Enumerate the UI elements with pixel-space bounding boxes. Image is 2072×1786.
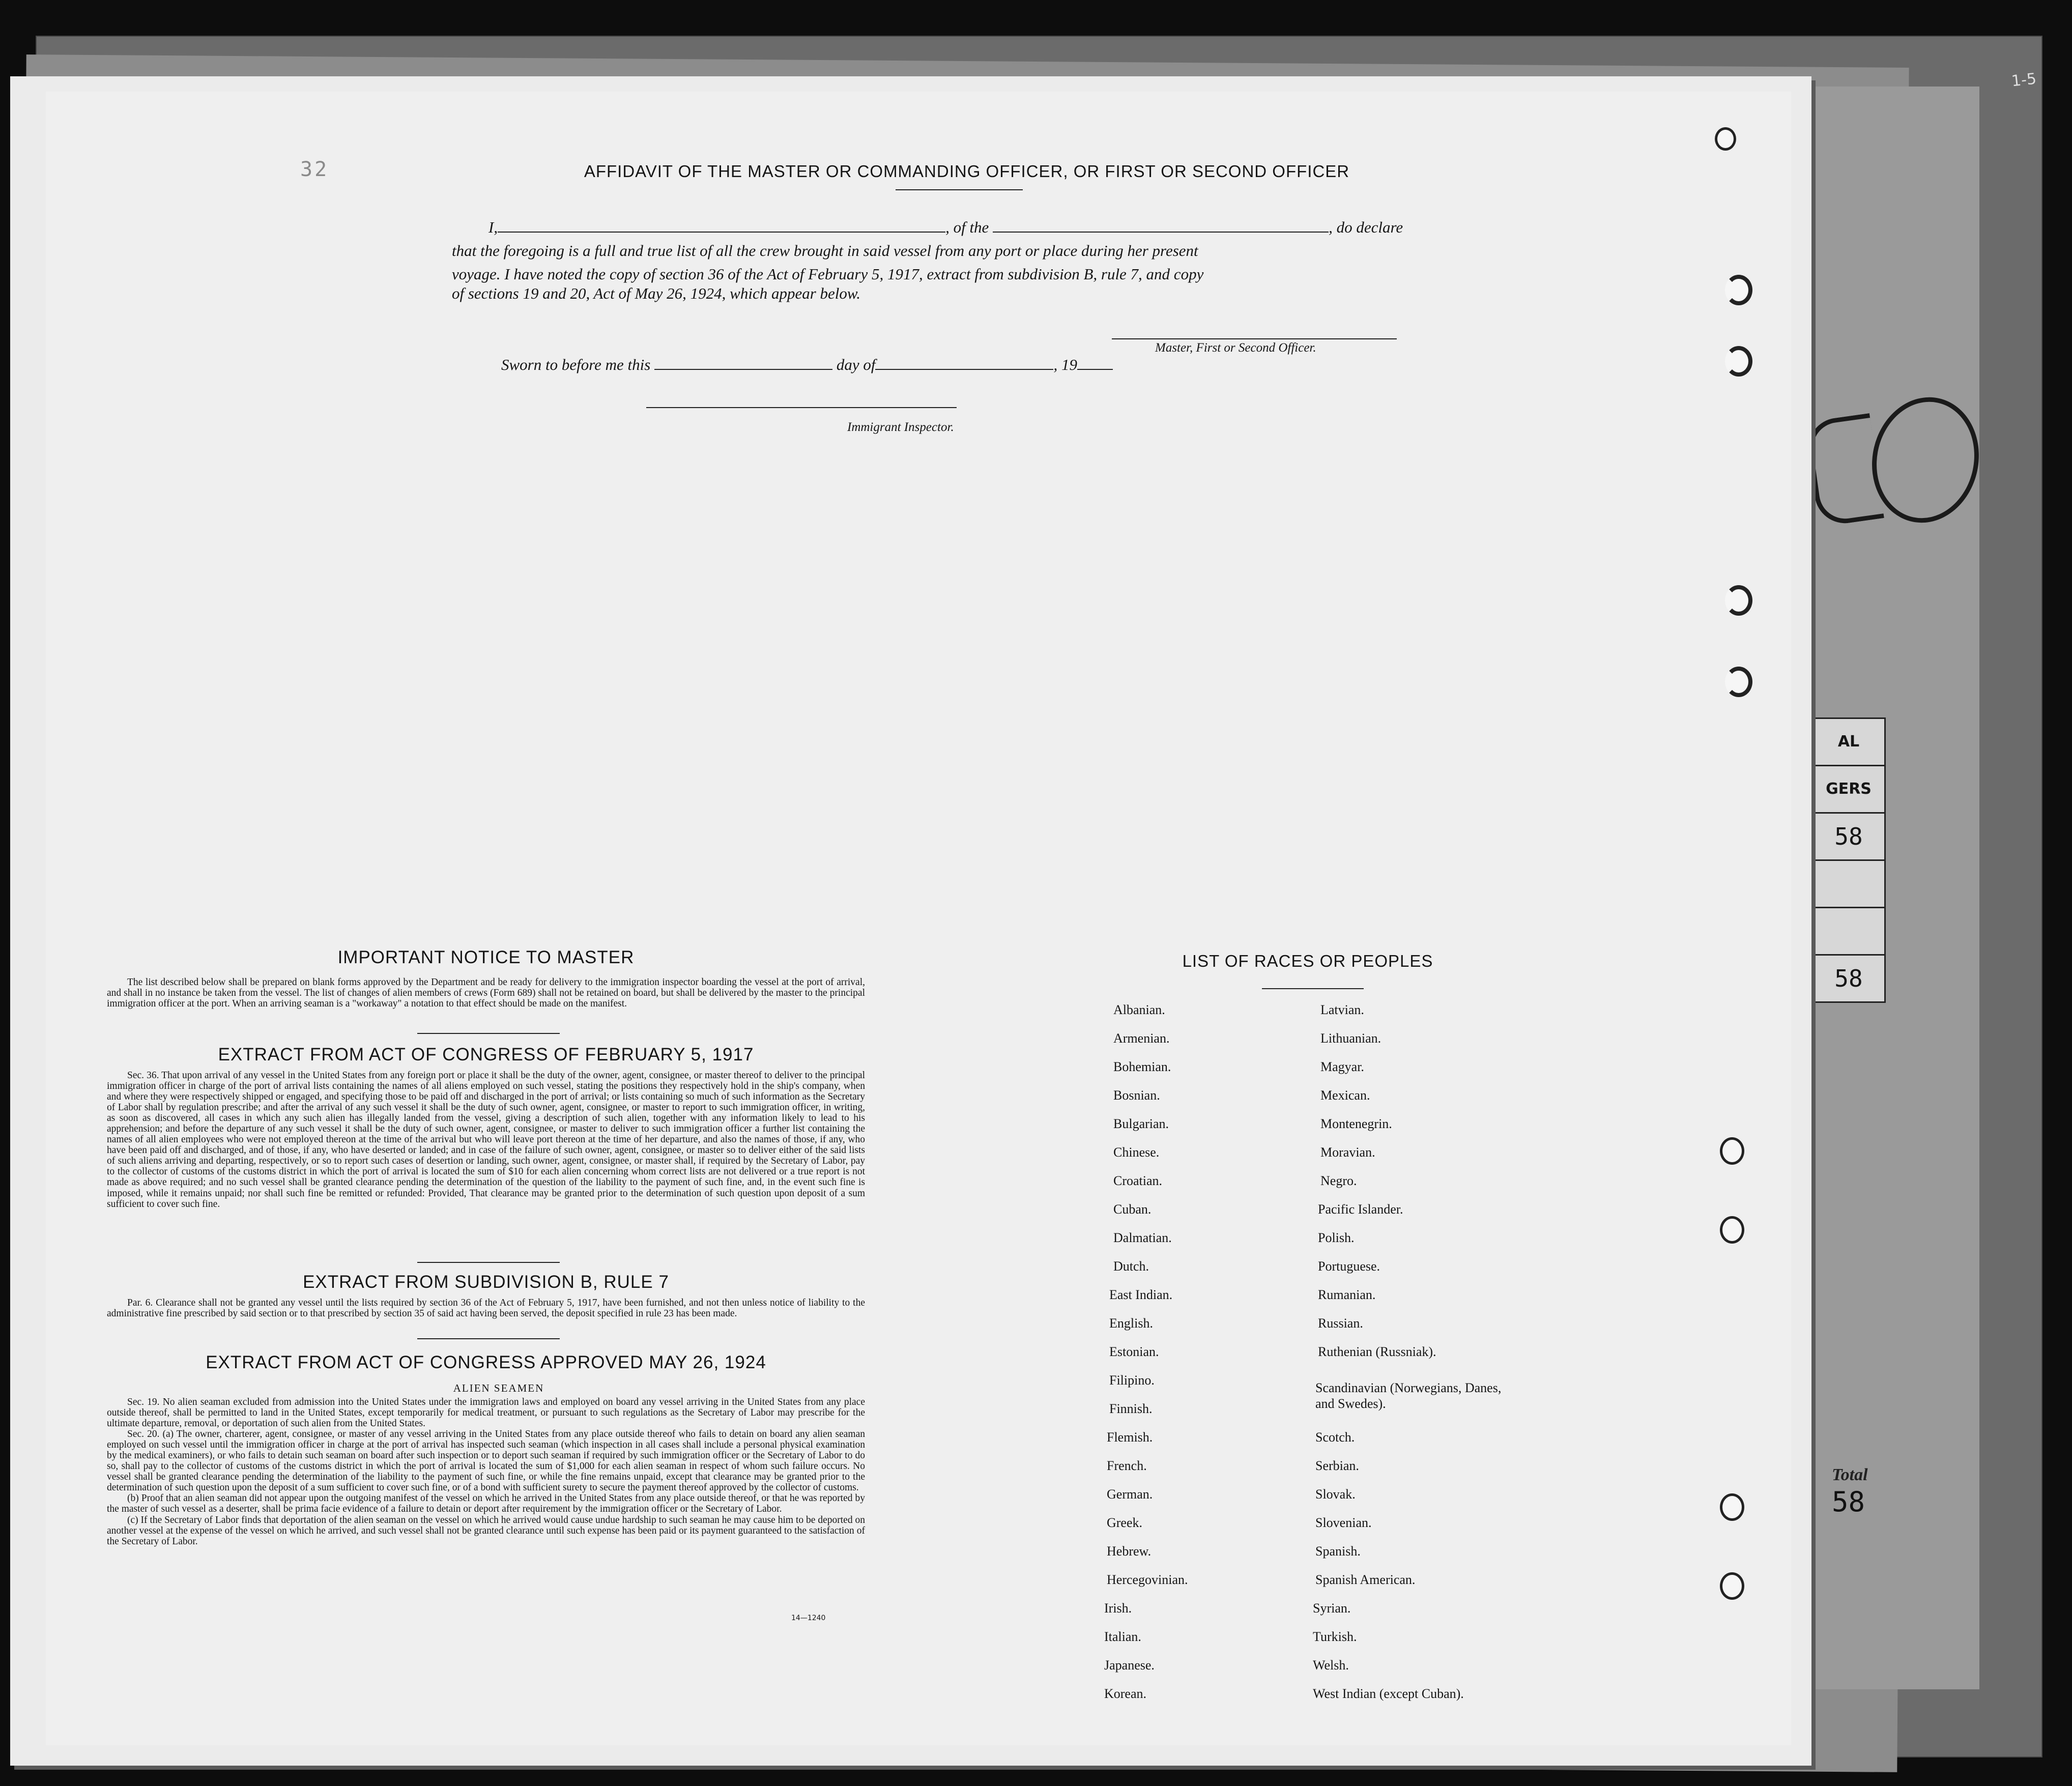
race-item: Syrian. — [1313, 1601, 1351, 1616]
section-20c-paragraph: (c) If the Secretary of Labor finds that deportation of the alien seaman on the vessel on which he arrived would cause undue hardship to such seaman he may cause him to be deported on another vessel at the expense of the vessel on which he arrived, and such vessel shall not be granted clearance until such expense has been paid or its payment guaranteed to the satisfaction of the Secretary of Labor. — [107, 1514, 865, 1547]
race-item: Rumanian. — [1318, 1287, 1376, 1302]
underlying-totals-strip — [1811, 717, 1886, 1003]
corner-page-number: 1-5 — [2010, 70, 2037, 91]
race-item: German. — [1107, 1487, 1153, 1502]
total-value: 58 — [1832, 1486, 1865, 1518]
race-item: Mexican. — [1320, 1088, 1370, 1103]
inspector-signature-line[interactable] — [646, 407, 957, 408]
race-item: Scotch. — [1315, 1430, 1355, 1445]
race-item: Ruthenian (Russniak). — [1318, 1344, 1436, 1359]
punch-hole — [1725, 667, 1752, 697]
race-item: Croatian. — [1113, 1173, 1163, 1188]
rule7-text — [107, 1298, 865, 1319]
race-item: French. — [1107, 1458, 1147, 1473]
races-title: LIST OF RACES OR PEOPLES — [1182, 952, 1433, 970]
affidavit-line-3: voyage. I have noted the copy of section 36 of the Act of February 5, 1917, extract from subdivision B, rule 7, and copy — [452, 265, 1204, 283]
year-prefix: , 19 — [1053, 356, 1077, 373]
sworn-month-blank[interactable] — [875, 359, 1053, 370]
race-item: Dutch. — [1113, 1259, 1149, 1274]
strip-blank — [1813, 861, 1884, 908]
race-item: Filipino. — [1109, 1373, 1155, 1388]
section-36-paragraph: Sec. 36. That upon arrival of any vessel in the United States from any foreign port or place it shall be the duty of the owner, agent, consignee, or master thereof to deliver to the principal immigration officer in charge of the port of arrival lists containing the names of all aliens employed on such vessel, stating the positions they respectively hold in the ship's company, when and where they were respectively shipped or engaged, and specifying those to be paid off and discharged in the port of arrival; or lists containing so much of such information as the Secretary of Labor shall by regulation prescribe; and after the arrival of any such vessel it shall be the duty of such owner, agent, consignee, or master to report to such immigration officer, in writing, as soon as discovered, all cases in which any such alien has illegally landed from the vessel, giving a description of such alien, together with any information likely to lead to his apprehension; and before the departure of any such vessel it shall be the duty of such owner, agent, consignee, or master to deliver to such immigration officer a further list containing the names of all alien employees who were not employed thereon at the time of the arrival but who will leave port thereon at the time of her departure, and also the names of those, if any, who have been paid off and discharged, and of those, if any, who have deserted or landed; and in case of the failure of such owner, agent, consignee, or master so to deliver either of the said lists of such aliens arriving and departing, respectively, or so to report such cases of desertion or landing, such owner, agent, consignee, or master shall, if required by the Secretary of Labor, pay to the collector of customs of the customs district in which the port of arrival is located the sum of $10 for each alien concerning whom correct lists are not delivered or a true report is not made as above required; and no such vessel shall be granted clearance pending the determination of the question of the liability to the payment of such fine, and, in the event such fine is imposed, while it remains unpaid; nor shall such fine be remitted or refunded: Provided, That clearance may be granted prior to the determination of such question upon deposit of a sum sufficient to cover such fine. — [107, 1070, 865, 1209]
race-item: Spanish. — [1315, 1544, 1361, 1559]
race-item: Flemish. — [1107, 1430, 1153, 1445]
race-item: Bohemian. — [1113, 1059, 1171, 1074]
extract-1917-text — [107, 1070, 865, 1209]
master-signature-line[interactable] — [1112, 338, 1397, 339]
race-item: Bosnian. — [1113, 1088, 1160, 1103]
alien-seamen-heading: ALIEN SEAMEN — [453, 1382, 544, 1394]
affidavit-line-4: of sections 19 and 20, Act of May 26, 1924, which appear below. — [452, 284, 861, 302]
paragraph-6: Par. 6. Clearance shall not be granted any vessel until the lists required by section 36 of the Act of February 5, 1917, have been furnished, and not then unless notice of liability to the administrative fine prescribed by said section or to that prescribed by section 35 of said act having been served, the deposit specified in rule 23 has been made. — [107, 1298, 865, 1319]
race-item: English. — [1109, 1316, 1153, 1331]
punch-hole — [1720, 1493, 1744, 1521]
punch-hole — [1720, 1137, 1744, 1165]
notice-title: IMPORTANT NOTICE TO MASTER — [337, 947, 635, 967]
section-divider — [417, 1262, 560, 1263]
race-item: Slovenian. — [1315, 1515, 1372, 1530]
race-item: Magyar. — [1320, 1059, 1364, 1074]
day-of-text: day of — [836, 356, 876, 373]
strip-label: GERS — [1813, 766, 1884, 814]
race-item: Russian. — [1318, 1316, 1363, 1331]
master-caption: Master, First or Second Officer. — [1155, 341, 1316, 355]
affidavit-of-the: , of the — [945, 218, 989, 236]
punch-hole — [1725, 275, 1752, 305]
punch-hole — [1720, 1572, 1744, 1600]
affidavit-i: I, — [488, 218, 498, 236]
races-underline — [1262, 988, 1364, 989]
race-item: Negro. — [1320, 1173, 1357, 1188]
race-item: Moravian. — [1320, 1145, 1375, 1160]
strip-blank — [1813, 908, 1884, 956]
page-mark: 32 — [300, 158, 329, 181]
punch-hole — [1720, 1216, 1744, 1244]
notice-text — [107, 977, 865, 1009]
extract-1924-text — [107, 1397, 865, 1547]
inspector-caption: Immigrant Inspector. — [847, 420, 954, 434]
race-item: Armenian. — [1113, 1031, 1170, 1046]
title-underline — [896, 189, 1023, 190]
race-item: Albanian. — [1113, 1002, 1165, 1017]
race-item: East Indian. — [1109, 1287, 1173, 1302]
section-20b-paragraph: (b) Proof that an alien seaman did not appear upon the outgoing manifest of the vessel on which he arrived in the United States from any place outside thereof, or that he was reported by the master of such vessel as a deserter, shall be prima facie evidence of a failure to detain or deport after requirement by the immigration officer or the Secretary of Labor. — [107, 1493, 865, 1515]
notice-paragraph: The list described below shall be prepared on blank forms approved by the Department and be ready for delivery to the immigration inspector boarding the vessel at the port of arrival, and shall in no instance be taken from the vessel. The list of changes of alien members of crews (Form 689) shall not be retained on board, but shall be delivered by the master to the principal immigration officer at the port. When an arriving seaman is a "workaway" a notation to that effect should be made on the manifest. — [107, 977, 865, 1010]
race-item: Cuban. — [1113, 1202, 1152, 1217]
race-item: Serbian. — [1315, 1458, 1359, 1473]
sworn-text: Sworn to before me this — [501, 356, 651, 373]
race-item: Latvian. — [1320, 1002, 1364, 1017]
extract-1924-title: EXTRACT FROM ACT OF CONGRESS APPROVED MAY 26, 1924 — [206, 1352, 766, 1372]
punch-hole — [1725, 585, 1752, 616]
affidavit-title: AFFIDAVIT OF THE MASTER OR COMMANDING OFFICER, OR FIRST OR SECOND OFFICER — [584, 162, 1350, 181]
race-item: Hebrew. — [1107, 1544, 1152, 1559]
extract-1917-title: EXTRACT FROM ACT OF CONGRESS OF FEBRUARY 5, 1917 — [218, 1045, 754, 1064]
total-label: Total — [1832, 1465, 1868, 1484]
section-20a-paragraph: Sec. 20. (a) The owner, charterer, agent, consignee, or master of any vessel arriving in the United States from any place outside thereof who fails to detain on board any alien seaman employed on such vessel until the immigration officer in charge at the port of arrival has inspected such seaman (which inspection in all cases shall include a personal physical examination by the medical examiners), or who fails to detain such seaman on board after such inspection or to deport such seaman if required by such immigration officer or the Secretary of Labor to do so, shall pay to the collector of customs of the customs district in which the port of arrival is located the sum of $1,000 for each alien seaman in respect of whom such failure occurs. No vessel shall be granted clearance pending the determination of the liability to the payment of such fine, or while the fine remains unpaid, except that clearance may be granted prior to the determination of such question upon the deposit of a sum sufficient to cover such fine, or of a bond with sufficient surety to secure the payment thereof approved by the collector of customs. — [107, 1429, 865, 1493]
sworn-line — [501, 354, 1214, 376]
strip-value: 58 — [1813, 814, 1884, 861]
vessel-blank[interactable] — [993, 221, 1329, 233]
affidavit-declare: , do declare — [1329, 218, 1403, 236]
race-item: Irish. — [1104, 1601, 1132, 1616]
race-item: Welsh. — [1313, 1658, 1349, 1673]
race-item: Scandinavian (Norwegians, Danes, and Swedes). — [1315, 1380, 1502, 1411]
rule7-title: EXTRACT FROM SUBDIVISION B, RULE 7 — [303, 1272, 669, 1292]
race-item: Spanish American. — [1315, 1572, 1416, 1587]
form-number: 14—1240 — [791, 1614, 826, 1622]
race-item: Korean. — [1104, 1686, 1147, 1701]
race-item: Greek. — [1107, 1515, 1143, 1530]
race-item: Estonian. — [1109, 1344, 1159, 1359]
affidavit-line-1 — [488, 217, 1435, 238]
race-item: Slovak. — [1315, 1487, 1356, 1502]
section-divider — [417, 1338, 560, 1339]
race-item: Hercegovinian. — [1107, 1572, 1188, 1587]
strip-label: AL — [1813, 719, 1884, 766]
race-item: Portuguese. — [1318, 1259, 1380, 1274]
race-item: Chinese. — [1113, 1145, 1160, 1160]
race-item: Finnish. — [1109, 1401, 1153, 1416]
section-divider — [417, 1033, 560, 1034]
sworn-day-blank[interactable] — [654, 359, 832, 370]
punch-hole — [1725, 346, 1752, 377]
race-item: Turkish. — [1313, 1629, 1357, 1644]
race-item: Dalmatian. — [1113, 1230, 1172, 1245]
race-item: Japanese. — [1104, 1658, 1155, 1673]
race-item: Pacific Islander. — [1318, 1202, 1403, 1217]
affidavit-line-2: that the foregoing is a full and true list of all the crew brought in said vessel from any port or place during her present — [452, 242, 1198, 260]
race-item: Lithuanian. — [1320, 1031, 1382, 1046]
race-item: Polish. — [1318, 1230, 1355, 1245]
race-item: West Indian (except Cuban). — [1313, 1686, 1464, 1701]
race-item: Montenegrin. — [1320, 1116, 1392, 1131]
name-blank[interactable] — [498, 221, 945, 233]
punch-hole — [1715, 127, 1736, 151]
race-item: Italian. — [1104, 1629, 1141, 1644]
section-19-paragraph: Sec. 19. No alien seaman excluded from admission into the United States under the immigration laws and employed on board any vessel arriving in the United States from any place outside thereof, shall be permitted to land in the United States, except temporarily for medical treatment, or pursuant to such regulations as the Secretary of Labor may prescribe for the ultimate departure, removal, or deportation of such alien from the United States. — [107, 1397, 865, 1429]
strip-value: 58 — [1834, 965, 1863, 992]
sworn-year-blank[interactable] — [1077, 359, 1113, 370]
race-item: Bulgarian. — [1113, 1116, 1169, 1131]
